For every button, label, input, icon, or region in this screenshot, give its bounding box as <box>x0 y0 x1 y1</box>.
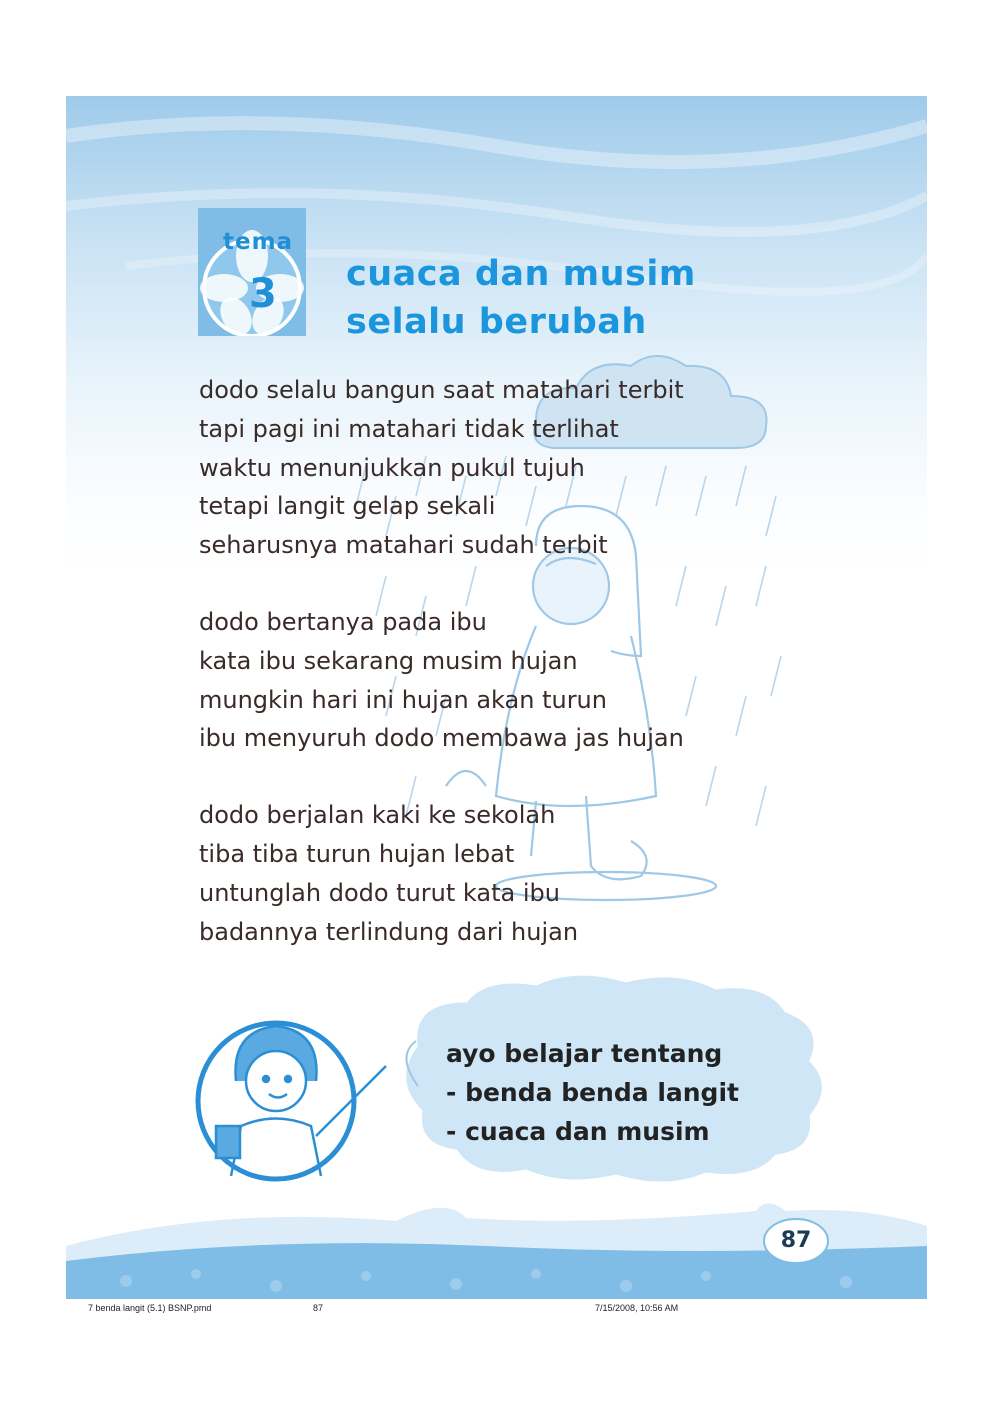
book-page <box>66 96 927 1299</box>
poem-line: mungkin hari ini hujan akan turun <box>199 685 607 714</box>
footer-page: 87 <box>313 1303 324 1313</box>
poem-line: dodo selalu bangun saat matahari terbit <box>199 376 684 404</box>
poem-line: tetapi langit gelap sekali <box>199 492 496 521</box>
poem-line: kata ibu sekarang musim hujan <box>199 646 578 675</box>
title-line-2: selalu berubah <box>346 302 647 342</box>
footer-filename: 7 benda langit (5.1) BSNP.pmd <box>88 1303 212 1313</box>
theme-label: tema <box>223 229 294 255</box>
poem-line: dodo bertanya pada ibu <box>199 607 487 636</box>
title-line-1: cuaca dan musim <box>346 254 696 294</box>
poem-line: untunglah dodo turut kata ibu <box>199 878 560 907</box>
poem-line: dodo berjalan kaki ke sekolah <box>199 801 556 830</box>
learning-topic: - benda benda langit <box>446 1078 739 1107</box>
footer-timestamp: 7/15/2008, 10:56 AM <box>595 1303 679 1313</box>
learning-topic: - cuaca dan musim <box>446 1117 710 1146</box>
poem-line: badannya terlindung dari hujan <box>199 917 579 946</box>
bottom-wave-decoration <box>66 96 927 1299</box>
learning-intro: ayo belajar tentang <box>446 1039 723 1068</box>
poem-line: seharusnya matahari sudah terbit <box>199 531 608 560</box>
poem-line: waktu menunjukkan pukul tujuh <box>199 453 585 482</box>
poem-line: tapi pagi ini matahari tidak terlihat <box>199 414 619 443</box>
poem-line: tiba tiba turun hujan lebat <box>199 839 515 868</box>
page-number: 87 <box>780 1228 812 1253</box>
poem-line: ibu menyuruh dodo membawa jas hujan <box>199 724 684 753</box>
theme-number: 3 <box>249 271 277 317</box>
